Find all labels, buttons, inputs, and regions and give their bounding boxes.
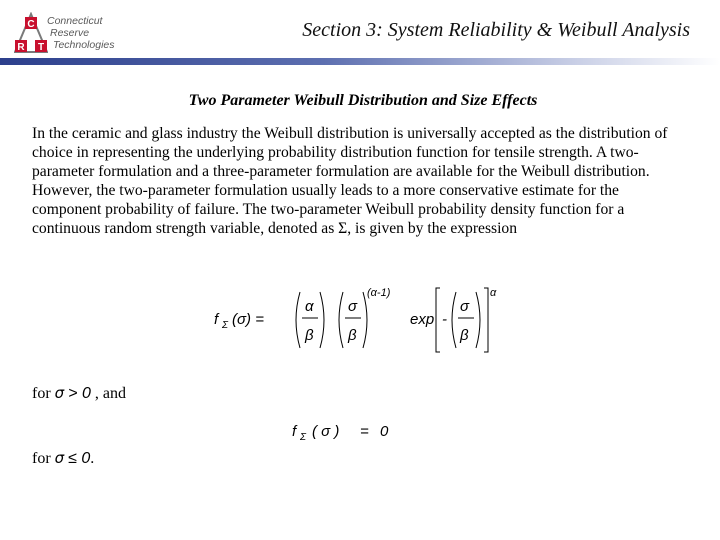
eq2-equals: = — [360, 423, 369, 440]
eq1-exp: exp — [410, 311, 435, 328]
eq1-beta-3: β — [460, 327, 469, 344]
cond1-prefix: for — [32, 385, 51, 402]
logo-line-2: Reserve — [50, 27, 90, 39]
logo-triangle-icon — [14, 12, 48, 56]
cond1-sigma: σ — [54, 384, 65, 402]
logo-letter-r: R — [17, 42, 25, 53]
weibull-pdf-equation — [210, 282, 510, 354]
eq1-beta-2: β — [348, 327, 357, 344]
condition-nonpositive — [32, 449, 94, 468]
eq1-alpha: α — [305, 298, 314, 315]
eq1-sigma: σ — [348, 298, 358, 315]
logo-wordmark — [47, 15, 115, 51]
eq1-arg: (σ) = — [232, 311, 264, 328]
logo-letter-c: C — [27, 19, 35, 30]
eq1-minus: - — [442, 311, 447, 328]
logo-letter-t: T — [37, 42, 45, 53]
eq1-outer-exp: α — [490, 287, 497, 299]
logo-line-3: Technologies — [53, 39, 115, 51]
zero-pdf-equation — [290, 412, 410, 448]
eq2-arg: ( σ ) — [312, 423, 340, 440]
eq1-f: f — [214, 311, 219, 328]
eq2-rhs: 0 — [380, 423, 389, 440]
eq1-exponent: (α-1) — [367, 287, 391, 299]
cond2-suffix: . — [90, 450, 95, 467]
eq2-f: f — [292, 423, 297, 440]
eq1-sigma-2: σ — [460, 298, 470, 315]
cond1-suffix: , and — [94, 385, 126, 402]
body-paragraph: In the ceramic and glass industry the Weibull distribution is universally accepted as the distribution of choice in representing the underlying probability distribution function for tensile strength. A two-parameter formulation and a three-parameter formulation are available for the Weibull distribution. However, the two-parameter formulation usually leads to a more conservative estimate for the component probability of failure. The two-parameter Weibull probability density function for a continuous random strength variable, denoted as Σ, is given by the expression — [32, 125, 668, 237]
header-rule — [0, 58, 720, 65]
eq1-sub: Σ — [222, 320, 228, 331]
cond2-sigma: σ — [54, 449, 65, 467]
cond2-prefix: for — [32, 450, 51, 467]
logo-line-1: Connecticut — [47, 15, 103, 27]
condition-positive — [32, 384, 126, 403]
eq1-beta: β — [305, 327, 314, 344]
slide-heading: Two Parameter Weibull Distribution and Size Effects — [188, 92, 538, 109]
company-logo — [14, 12, 126, 56]
cond1-relation: > 0 — [68, 385, 91, 402]
eq2-sub: Σ — [300, 432, 306, 443]
cond2-relation: ≤ 0 — [68, 450, 91, 467]
section-title: Section 3: System Reliability & Weibull Analysis — [302, 19, 690, 41]
slide-header — [0, 0, 720, 62]
